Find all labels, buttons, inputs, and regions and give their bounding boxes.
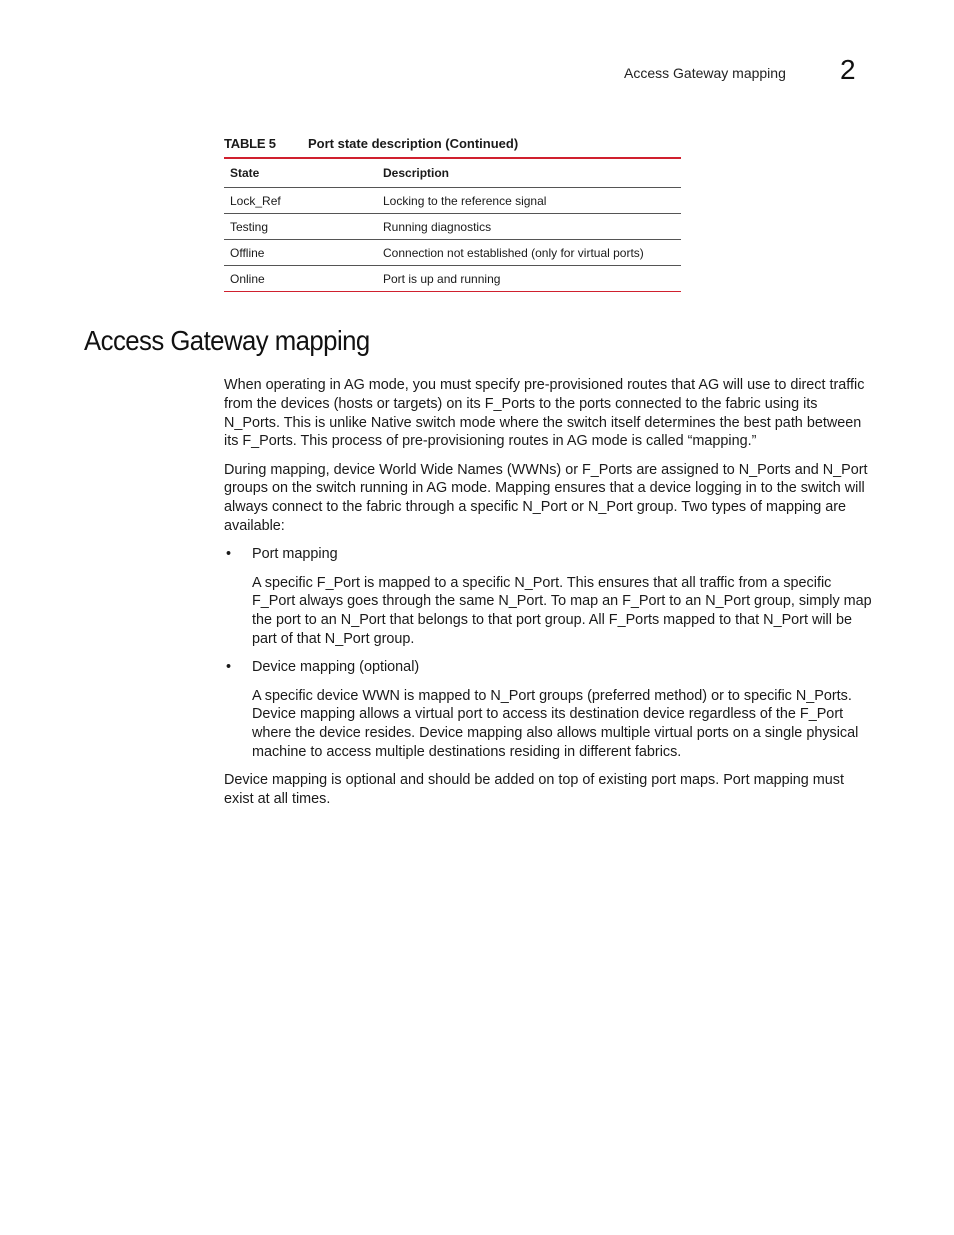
table-title: Port state description (Continued) (308, 136, 519, 151)
list-item-device-mapping (224, 658, 874, 761)
port-state-table (224, 157, 681, 292)
table-row (224, 266, 681, 292)
intro-paragraph: When operating in AG mode, you must specify pre-provisioned routes that AG will use to direct traffic from the devices (hosts or targets) on its F_Ports to the ports connected to the fabric using its N_Ports. This is unlike Native switch mode where the switch itself determines the best path between its F_Ports. This process of pre-provisioning routes in AG mode is called “mapping.” (224, 377, 865, 450)
closing-paragraph: Device mapping is optional and should be added on top of existing port maps. Port mapping must exist at all times. (224, 772, 844, 808)
state-cell: Testing (230, 219, 269, 234)
section-body (224, 376, 874, 818)
table-label: TABLE 5 (224, 136, 276, 151)
chapter-number: 2 (840, 54, 856, 85)
table-row (224, 240, 681, 266)
bullet-icon: • (226, 659, 232, 676)
description-cell: Locking to the reference signal (383, 193, 547, 208)
table-row (224, 188, 681, 214)
bullet-description: A specific F_Port is mapped to a specific N_Port. This ensures that all traffic from a specific F_Port always goes through the same N_Port. To map an F_Port to an N_Port group, simply map the port to an N_Port that belongs to that port group. All F_Ports mapped to that N_Port will be part of that N_Port group. (252, 574, 872, 648)
bullet-title: Device mapping (optional) (252, 659, 420, 676)
running-header (560, 54, 860, 88)
state-cell: Online (230, 271, 265, 286)
bullet-title: Port mapping (252, 546, 338, 563)
bullet-icon: • (226, 546, 232, 563)
description-cell: Port is up and running (383, 271, 501, 286)
table-row (224, 214, 681, 240)
column-header-state: State (230, 166, 260, 180)
description-cell: Running diagnostics (383, 219, 492, 234)
state-cell: Offline (230, 245, 265, 260)
column-header-description: Description (383, 166, 450, 180)
mapping-type-list (224, 545, 874, 761)
section-heading: Access Gateway mapping (84, 325, 370, 356)
table-header-row (224, 158, 681, 188)
list-item-port-mapping (224, 545, 874, 648)
header-title: Access Gateway mapping (624, 65, 786, 81)
description-cell: Connection not established (only for virtual ports) (383, 245, 644, 260)
bullet-description: A specific device WWN is mapped to N_Port groups (preferred method) or to specific N_Ports. Device mapping allows a virtual port to access its destination device regardless of the F_Port where the device resides. Device mapping also allows multiple virtual ports on a single physical machine to access multiple destinations residing in different fabrics. (252, 687, 859, 761)
state-cell: Lock_Ref (230, 193, 281, 208)
mapping-paragraph: During mapping, device World Wide Names (WWNs) or F_Ports are assigned to N_Ports and N_Port groups on the switch running in AG mode. Mapping ensures that a device logging in to the switch will always connect to the fabric through a specific N_Port or N_Port group. Two types of mapping are available: (224, 461, 868, 535)
